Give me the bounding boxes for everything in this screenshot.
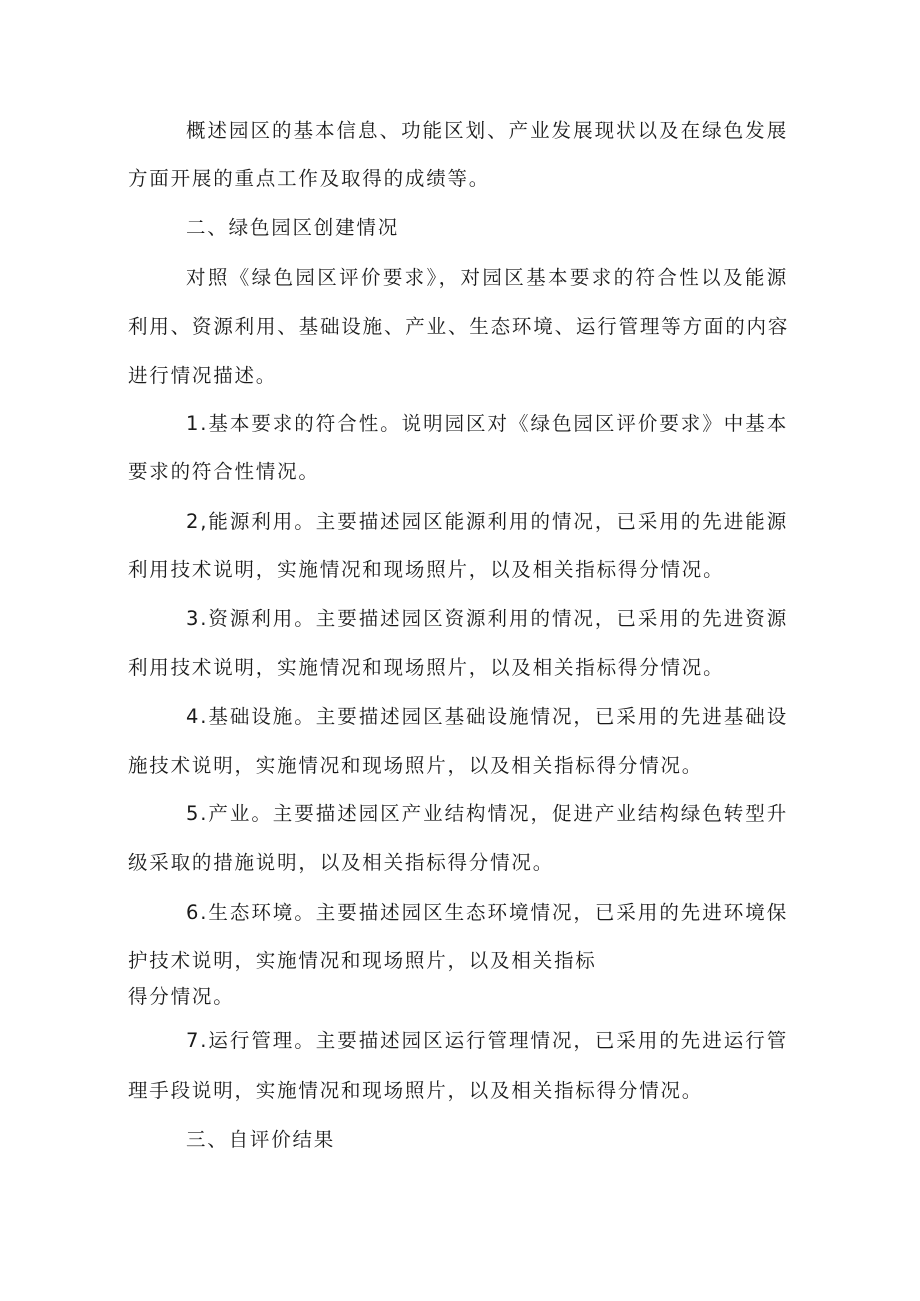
paragraph-line: 6.生态环境。主要描述园区生态环境情况，已采用的先进环境保 [186,901,788,924]
paragraph-line: 3.资源利用。主要描述园区资源利用的情况，已采用的先进资源 [186,607,788,630]
paragraph-line: 护技术说明，实施情况和现场照片，以及相关指标 [128,949,597,972]
paragraph-line: 2,能源利用。主要描述园区能源利用的情况，已采用的先进能源 [186,510,788,533]
paragraph-line: 对照《绿色园区评价要求》，对园区基本要求的符合性以及能源 [186,266,788,289]
paragraph-line: 要求的符合性情况。 [128,460,320,483]
paragraph-line: 4.基础设施。主要描述园区基础设施情况，已采用的先进基础设 [186,705,788,728]
section-heading: 二、绿色园区创建情况 [186,216,400,239]
paragraph-line: 得分情况。 [128,985,235,1008]
paragraph-line: 7.运行管理。主要描述园区运行管理情况，已采用的先进运行管 [186,1029,788,1052]
paragraph-line: 1.基本要求的符合性。说明园区对《绿色园区评价要求》中基本 [186,412,788,435]
paragraph-line: 施技术说明，实施情况和现场照片，以及相关指标得分情况。 [128,754,704,777]
paragraph-line: 方面开展的重点工作及取得的成绩等。 [128,167,491,190]
paragraph-line: 概述园区的基本信息、功能区划、产业发展现状以及在绿色发展 [186,119,788,142]
paragraph-line: 利用技术说明，实施情况和现场照片，以及相关指标得分情况。 [128,558,725,581]
paragraph-line: 5.产业。主要描述园区产业结构情况，促进产业结构绿色转型升 [186,802,788,825]
section-heading: 三、自评价结果 [186,1128,336,1151]
paragraph-line: 利用、资源利用、基础设施、产业、生态环境、运行管理等方面的内容 [128,315,788,338]
paragraph-line: 利用技术说明，实施情况和现场照片，以及相关指标得分情况。 [128,656,725,679]
paragraph-line: 进行情况描述。 [128,364,278,387]
paragraph-line: 级采取的措施说明，以及相关指标得分情况。 [128,851,555,874]
paragraph-line: 理手段说明，实施情况和现场照片，以及相关指标得分情况。 [128,1079,704,1102]
